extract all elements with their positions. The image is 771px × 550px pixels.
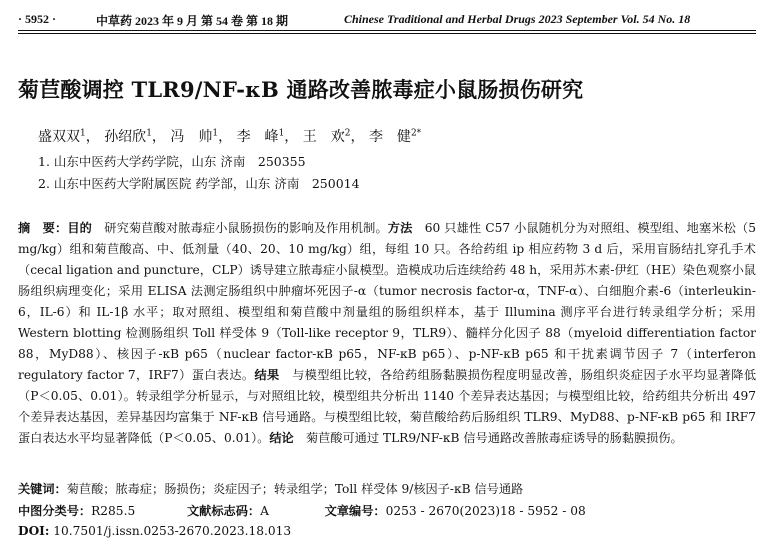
doi-label: DOI:: [18, 524, 50, 538]
header-rule-thick: [18, 30, 756, 31]
classification-line: [18, 502, 756, 519]
article-number-label: 文章编号：: [324, 504, 386, 518]
results-label: 结果: [254, 368, 280, 382]
author-affiliation-mark: 2*: [410, 128, 422, 139]
keywords-label: 关键词：: [18, 482, 67, 496]
affiliation-2: 2. 山东中医药大学附属医院 药学部，山东 济南 250014: [38, 176, 360, 191]
methods-text: 60 只雄性 C57 小鼠随机分为对照组、模型组、地塞米松（5 mg/kg）组和菊苣酸高、中、低剂量（40、20、10 mg/kg）组，每组 10 只。各给药组 ip 相应药物 3 d 后，采用盲肠结扎穿孔手术（cecal ligation and puncture，CLP）诱导建立脓毒症小鼠模型。造模成功后连续给药 48 h，采用苏木素-伊红（HE）染色观察小鼠肠组织病理变化；采用 ELISA 法测定肠组织中肿瘤坏死因子-α（tumor necrosis factor-α，TNF-α）、白细胞介素-6（interleukin-6，IL-6）和 IL-1β 水平；取对照组、模型组和菊苣酸中剂量组的肠组织样本，基于 Illumina 测序平台进行转录组学分析；采用 Western blotting 检测肠组织 Toll 样受体 9（Toll-like receptor 9，TLR9）、髓样分化因子 88（myeloid differentiation factor 88，MyD88）、核因子-κB p65（nuclear factor-κB p65，NF-κB p65）、p-NF-κB p65 和干扰素调节因子 7（interferon regulatory factor 7，IRF7）蛋白表达。: [18, 221, 757, 382]
author: 李 峰: [236, 129, 279, 145]
article-number-value: 0253 - 2670(2023)18 - 5952 - 08: [385, 504, 586, 518]
doc-code-value: A: [260, 504, 269, 518]
abstract: [18, 218, 756, 449]
author-list: 盛双双$^1$， 孙绍欣$^1$， 冯 帅$^1$， 李 峰$^1$， 王 欢$^2$， 李 健$^{2*}$: [38, 128, 422, 145]
results-text: 与模型组比较，各给药组肠黏膜损伤程度明显改善，肠组织炎症因子水平均显著降低（P＜0.05、0.01）。转录组学分析显示，与对照组比较，模型组共分析出 1140 个差异表达基因；与模型组比较，给药组共分析出 497 个差异表达基因，差异基因均富集于 NF-κB 信号通路。与模型组比较，菊苣酸给药后肠组织 TLR9、MyD88、p-NF-κB p65 和 IRF7 蛋白表达水平均显著降低（P＜0.05、0.01）。: [18, 368, 757, 445]
affiliation-1: 1. 山东中医药大学药学院，山东 济南 250355: [38, 154, 306, 169]
abstract-label: 摘 要：: [18, 221, 68, 235]
author-affiliation-mark: 1: [212, 128, 219, 139]
objective-label: 目的: [67, 221, 92, 235]
author: 孙绍欣: [104, 129, 147, 145]
header-rule-thin: [18, 33, 756, 34]
author-affiliation-mark: 2: [344, 128, 351, 139]
conclusion-text: 菊苣酸可通过 TLR9/NF-κB 信号通路改善脓毒症诱导的肠黏膜损伤。: [305, 431, 683, 445]
article-title: 菊苣酸调控 TLR9/NF-κB 通路改善脓毒症小鼠肠损伤研究: [18, 77, 584, 102]
author-affiliation-mark: 1: [146, 128, 152, 139]
author: 盛双双: [38, 129, 80, 145]
clc-label: 中图分类号：: [18, 504, 92, 518]
methods-label: 方法: [387, 221, 413, 235]
author-affiliation-mark: 1: [278, 128, 285, 139]
doi-line: [18, 524, 291, 538]
clc-value: R285.5: [91, 504, 136, 518]
journal-name-cn: 中草药 2023 年 9 月 第 54 卷 第 18 期: [96, 14, 289, 28]
conclusion-label: 结论: [269, 431, 294, 445]
running-header: [18, 12, 754, 30]
doc-code-label: 文献标志码：: [186, 504, 261, 518]
author: 冯 帅: [170, 129, 213, 145]
objective-text: 研究菊苣酸对脓毒症小鼠肠损伤的影响及作用机制。: [104, 221, 388, 235]
doi-value: 10.7501/j.issn.0253-2670.2023.18.013: [53, 524, 292, 538]
author: 李 健: [368, 129, 411, 145]
author-affiliation-mark: 1: [80, 128, 86, 139]
author: 王 欢: [302, 129, 345, 145]
keywords: [18, 480, 756, 497]
journal-name-en: Chinese Traditional and Herbal Drugs 2023 September Vol. 54 No. 18: [344, 12, 691, 26]
page-number: · 5952 ·: [18, 12, 57, 26]
keywords-text: 菊苣酸；脓毒症；肠损伤；炎症因子；转录组学；Toll 样受体 9/核因子-κB 信号通路: [66, 482, 524, 496]
